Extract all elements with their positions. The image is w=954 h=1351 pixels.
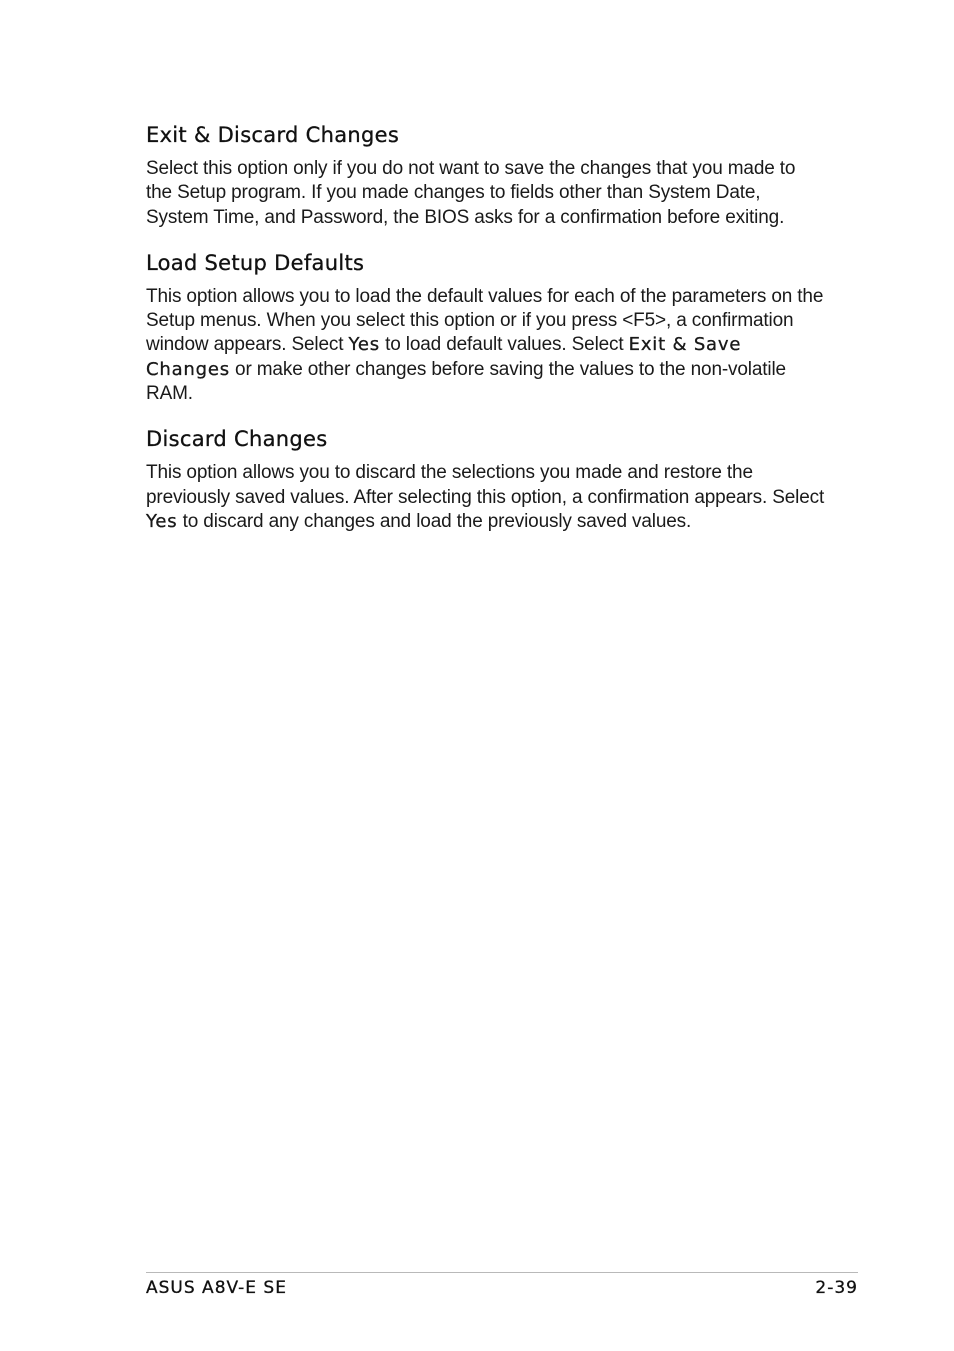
section-discard-changes: [146, 424, 826, 534]
section-paragraph: [146, 285, 826, 406]
paragraph-text: This option allows you to load the default values for each of the parameters on the Setup menus. When you select this option or if you press <F5>, a confirmation window appears. Select: [146, 285, 824, 356]
option-yes: Yes: [348, 334, 380, 356]
footer-product-name: ASUS A8V-E SE: [146, 1278, 287, 1298]
section-heading: Exit & Discard Changes: [146, 123, 400, 147]
section-paragraph: [146, 461, 826, 534]
paragraph-text: to discard any changes and load the previously saved values.: [177, 510, 692, 532]
section-exit-discard-changes: [146, 120, 826, 230]
footer-page-number: 2-39: [815, 1278, 858, 1298]
section-load-setup-defaults: [146, 248, 826, 406]
option-yes: Yes: [146, 510, 178, 532]
paragraph-text: This option allows you to discard the selections you made and restore the previously saved values. After selecting this option, a confirmation appears. Select: [146, 462, 825, 508]
section-heading: Load Setup Defaults: [146, 250, 365, 275]
paragraph-text: or make other changes before saving the values to the non-volatile RAM.: [146, 358, 786, 405]
option-exit-save-changes: Exit & Save Changes: [146, 334, 742, 380]
paragraph-text: to load default values. Select: [379, 334, 629, 356]
page-content: [146, 120, 826, 552]
page-footer: [146, 1272, 858, 1298]
section-paragraph: Select this option only if you do not want to save the changes that you made to the Setup program. If you made changes to fields other than System Date, System Time, and Password, the BIOS asks for a confirmation before exiting.: [146, 158, 796, 228]
section-heading: Discard Changes: [146, 427, 328, 452]
